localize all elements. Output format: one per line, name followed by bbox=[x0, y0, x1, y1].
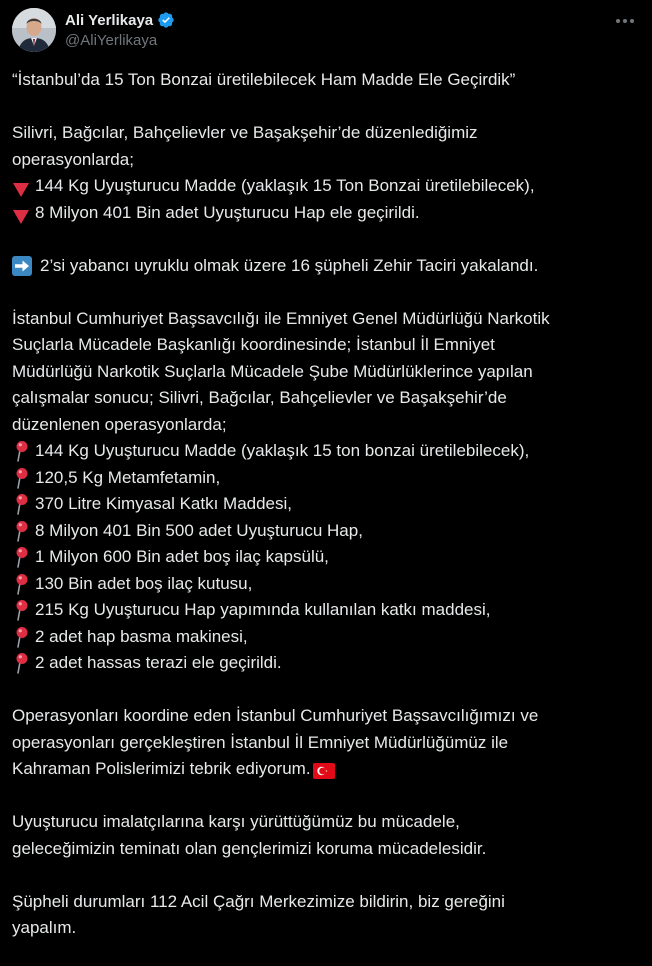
seized-item bbox=[12, 465, 640, 492]
seized-item-text: 2 adet hassas terazi ele geçirildi. bbox=[35, 653, 282, 672]
intro-line: Silivri, Bağcılar, Bahçelievler ve Başakşehir’de düzenlediğimiz bbox=[12, 123, 478, 142]
seized-item-text: 144 Kg Uyuşturucu Madde (yaklaşık 15 ton bonzai üretilebilecek), bbox=[35, 441, 530, 460]
seized-item-text: 130 Bin adet boş ilaç kutusu, bbox=[35, 573, 253, 593]
round-pushpin-icon bbox=[12, 493, 32, 515]
headline: “İstanbul’da 15 Ton Bonzai üretilebilecek Ham Madde Ele Geçirdik” bbox=[12, 70, 516, 89]
round-pushpin-icon bbox=[12, 520, 32, 542]
tweet-header bbox=[12, 8, 640, 56]
suspects-line bbox=[12, 253, 640, 280]
author-names bbox=[65, 10, 175, 49]
struggle-line: geleceğimizin teminatı olan gençlerimizi koruma mücadelesidir. bbox=[12, 838, 487, 858]
congrats-line bbox=[12, 756, 640, 783]
display-name[interactable]: Ali Yerlikaya bbox=[65, 11, 154, 29]
round-pushpin-icon bbox=[12, 467, 32, 489]
summary-text: 8 Milyon 401 Bin adet Uyuşturucu Hap ele geçirildi. bbox=[35, 202, 420, 222]
red-triangle-down-icon bbox=[13, 179, 29, 193]
avatar[interactable] bbox=[12, 8, 56, 52]
detail-line: Suçlarla Mücadele Başkanlığı koordinesinde; İstanbul İl Emniyet bbox=[12, 335, 495, 354]
seized-item-text: 215 Kg Uyuşturucu Hap yapımında kullanılan katkı maddesi, bbox=[35, 600, 491, 619]
author-handle[interactable]: @AliYerlikaya bbox=[65, 32, 158, 49]
seized-item bbox=[12, 650, 640, 677]
seized-items-list bbox=[12, 438, 640, 677]
summary-item bbox=[12, 200, 640, 227]
avatar-image bbox=[12, 8, 56, 52]
seized-item-text: 2 adet hap basma makinesi, bbox=[35, 626, 248, 646]
detail-line: İstanbul Cumhuriyet Başsavcılığı ile Emniyet Genel Müdürlüğü Narkotik bbox=[12, 308, 550, 328]
summary-text: 144 Kg Uyuşturucu Madde (yaklaşık 15 Ton Bonzai üretilebilecek), bbox=[35, 176, 535, 195]
arrow-right-icon bbox=[12, 256, 32, 276]
more-options-icon bbox=[615, 18, 635, 24]
red-triangle-down-icon bbox=[13, 206, 29, 220]
round-pushpin-icon bbox=[12, 599, 32, 621]
more-options-button[interactable] bbox=[612, 10, 638, 32]
detail-line: Müdürlüğü Narkotik Suçlarla Mücadele Şube Müdürlüklerince yapılan bbox=[12, 361, 533, 381]
seized-item bbox=[12, 597, 640, 624]
turkey-flag-icon bbox=[313, 761, 335, 777]
congrats-text: Kahraman Polislerimizi tebrik ediyorum. bbox=[12, 759, 311, 778]
summary-item bbox=[12, 173, 640, 200]
detail-line: düzenlenen operasyonlarda; bbox=[12, 414, 227, 434]
intro-line: operasyonlarda; bbox=[12, 149, 134, 169]
detail-line: çalışmalar sonucu; Silivri, Bağcılar, Bahçelievler ve Başakşehir’de bbox=[12, 388, 507, 407]
round-pushpin-icon bbox=[12, 440, 32, 462]
seized-item bbox=[12, 518, 640, 545]
verified-badge-icon[interactable] bbox=[157, 11, 175, 29]
suspects-text: 2’si yabancı uyruklu olmak üzere 16 şüpheli Zehir Taciri yakalandı. bbox=[40, 255, 539, 275]
round-pushpin-icon bbox=[12, 626, 32, 648]
report-line: yapalım. bbox=[12, 918, 77, 937]
round-pushpin-icon bbox=[12, 652, 32, 674]
seized-item bbox=[12, 571, 640, 598]
seized-item-text: 1 Milyon 600 Bin adet boş ilaç kapsülü, bbox=[35, 547, 329, 566]
tweet-text bbox=[12, 67, 640, 942]
display-name-row bbox=[65, 10, 175, 30]
report-line: Şüpheli durumları 112 Acil Çağrı Merkezimize bildirin, biz gereğini bbox=[12, 891, 505, 911]
seized-item-text: 370 Litre Kimyasal Katkı Maddesi, bbox=[35, 494, 293, 513]
round-pushpin-icon bbox=[12, 546, 32, 568]
seized-item bbox=[12, 544, 640, 571]
struggle-line: Uyuşturucu imalatçılarına karşı yürüttüğümüz bu mücadele, bbox=[12, 812, 460, 831]
seized-item bbox=[12, 491, 640, 518]
seized-item-text: 120,5 Kg Metamfetamin, bbox=[35, 467, 221, 487]
seized-item bbox=[12, 438, 640, 465]
congrats-line: operasyonları gerçekleştiren İstanbul İl Emniyet Müdürlüğümüz ile bbox=[12, 732, 509, 752]
round-pushpin-icon bbox=[12, 573, 32, 595]
congrats-line: Operasyonları koordine eden İstanbul Cumhuriyet Başsavcılığımızı ve bbox=[12, 706, 539, 725]
seized-item bbox=[12, 624, 640, 651]
seized-item-text: 8 Milyon 401 Bin 500 adet Uyuşturucu Hap, bbox=[35, 520, 363, 540]
